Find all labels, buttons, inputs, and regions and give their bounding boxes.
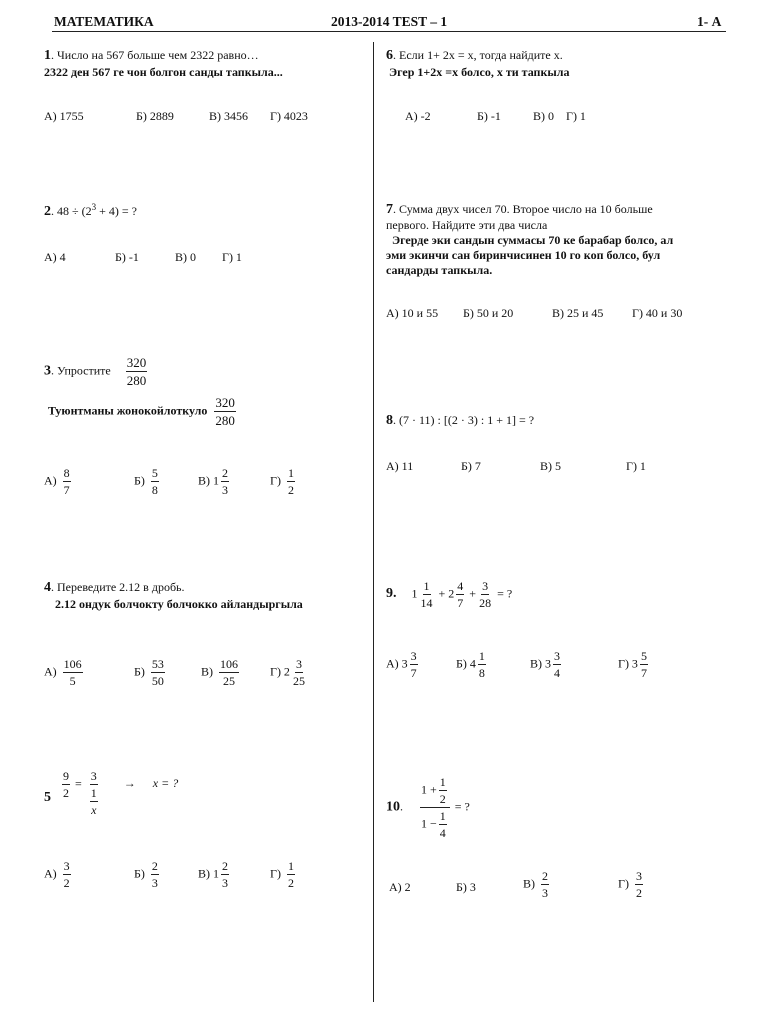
q5-a-label: А)	[44, 866, 57, 881]
q9-b-den: 8	[478, 666, 485, 680]
q1-text	[44, 48, 259, 64]
q3-a-num: 8	[63, 466, 70, 480]
q5-option-b[interactable]	[134, 860, 161, 889]
subject-title: МАТЕМАТИКА	[54, 14, 154, 29]
q4-c-den: 25	[223, 674, 235, 688]
q10-bot-num: 1	[439, 809, 446, 823]
q5-a-fraction	[63, 860, 71, 889]
variant-label: 1- А	[697, 14, 722, 29]
q10-tail: = ?	[454, 799, 470, 814]
q9-b-fraction	[478, 650, 486, 679]
q7-ky3: сандарды тапкыла.	[386, 263, 493, 277]
q9-f2-den: 7	[457, 596, 464, 610]
q10-c-fraction	[541, 870, 549, 899]
q4-option-d[interactable]	[270, 658, 308, 687]
q9-a-num: 3	[410, 649, 417, 663]
q2-text	[44, 202, 137, 220]
q9-number: 9.	[386, 586, 397, 602]
q5-c-den: 3	[222, 876, 228, 890]
q3-a-fraction	[63, 467, 71, 496]
q10-top-whole: 1 +	[421, 782, 437, 797]
q9-plus-2: +	[469, 586, 477, 601]
q10-c-num: 2	[542, 869, 548, 883]
q4-ru: . Переведите 2.12 в дробь.	[51, 580, 185, 594]
q10-d-num: 3	[635, 869, 642, 883]
q5-equals: =	[75, 776, 82, 791]
q1-option-b[interactable]: Б) 2889	[136, 109, 174, 123]
q3-b-num: 5	[151, 466, 158, 480]
q9-a-den: 7	[410, 666, 417, 680]
q9-f3-den: 28	[479, 596, 492, 610]
q5-inner-fraction	[90, 787, 98, 816]
q10-top-fraction	[439, 776, 447, 805]
q2-option-b[interactable]: Б) -1	[115, 250, 139, 264]
q6-option-d[interactable]: Г) 1	[566, 109, 586, 123]
q8-option-b[interactable]: Б) 7	[461, 459, 481, 473]
q7-option-b[interactable]: Б) 50 и 20	[463, 306, 514, 320]
q10-d-label: Г)	[618, 876, 629, 891]
q5-ask: x = ?	[152, 776, 179, 791]
q1-ky: 2322 ден 567 ге чон болгон санды тапкыла...	[44, 65, 283, 79]
q8-text	[386, 413, 534, 429]
q3-d-num: 1	[287, 466, 294, 480]
q3-fraction-num: 320	[126, 355, 147, 370]
q4-text	[44, 580, 185, 596]
q5-option-d[interactable]	[270, 860, 297, 889]
q10-c-den: 3	[542, 886, 548, 900]
q9-c-num: 3	[554, 649, 560, 663]
q9-c-fraction	[553, 650, 561, 679]
q1-option-c[interactable]: В) 3456	[209, 109, 248, 123]
q7-text-line1	[386, 202, 653, 218]
q9-c-den: 4	[554, 666, 560, 680]
q5-option-a[interactable]	[44, 860, 73, 889]
q10-d-den: 2	[635, 886, 642, 900]
q3-option-d[interactable]	[270, 467, 297, 496]
q4-b-label: Б)	[134, 664, 145, 679]
q3-fraction-2	[214, 396, 236, 427]
q2-number: 2	[44, 204, 51, 219]
q1-ru: . Число на 567 больше чем 2322 равно…	[51, 48, 259, 62]
q3-fraction	[126, 356, 148, 387]
q3-b-den: 8	[151, 483, 158, 497]
q10-dot: .	[400, 799, 403, 814]
q7-ru2: первого. Найдите эти два числа	[386, 218, 548, 232]
q10-option-a[interactable]: А) 2	[389, 880, 411, 894]
q9-option-b[interactable]	[456, 650, 488, 679]
q10-option-d[interactable]	[618, 870, 645, 899]
q4-d-label: Г) 2	[270, 664, 290, 679]
q4-option-a[interactable]	[44, 658, 85, 687]
q7-ky2: эми экинчи сан биринчисинен 10 го коп болсо, бул	[386, 248, 661, 262]
q1-number: 1	[44, 48, 51, 63]
q7-option-c[interactable]: В) 25 и 45	[552, 306, 604, 320]
q1-option-a[interactable]: А) 1755	[44, 109, 84, 123]
q5-c-num: 2	[222, 859, 228, 873]
q5-c-fraction	[221, 860, 229, 889]
header-rule	[52, 31, 726, 32]
q9-frac-2	[456, 580, 464, 609]
q10-bot-fraction	[439, 810, 447, 839]
q3-d-den: 2	[287, 483, 294, 497]
q5-d-num: 1	[287, 859, 294, 873]
q5-number: 5	[44, 790, 51, 805]
q4-a-num: 106	[63, 657, 82, 671]
q2-option-c[interactable]: В) 0	[175, 250, 196, 264]
q3-c-fraction	[221, 467, 229, 496]
q4-b-fraction	[151, 658, 165, 687]
q9-whole-1: 1	[411, 586, 418, 601]
column-divider	[373, 42, 374, 1002]
q9-tail: = ?	[497, 586, 513, 601]
q4-d-num: 3	[295, 657, 302, 671]
q4-option-b[interactable]	[134, 658, 167, 687]
arrow-icon: →	[123, 776, 136, 791]
q4-option-c[interactable]	[201, 658, 241, 687]
q5-d-den: 2	[287, 876, 294, 890]
q2-option-d[interactable]: Г) 1	[222, 250, 242, 264]
q5-option-c[interactable]	[198, 860, 231, 889]
q6-option-a[interactable]: А) -2	[405, 109, 431, 123]
q5-left-den: 2	[63, 786, 69, 800]
q3-option-b[interactable]	[134, 467, 161, 496]
q3-d-fraction	[287, 467, 295, 496]
q1-option-d[interactable]: Г) 4023	[270, 109, 308, 123]
q3-c-label: В) 1	[198, 473, 219, 488]
q3-c-den: 3	[222, 483, 228, 497]
q5-b-den: 3	[151, 876, 158, 890]
q9-b-num: 1	[478, 649, 485, 663]
q10-bot-whole: 1 −	[421, 816, 437, 831]
q5-d-label: Г)	[270, 866, 281, 881]
q4-number: 4	[44, 580, 51, 595]
q9-equation	[386, 580, 512, 609]
q5-d-fraction	[287, 860, 295, 889]
q4-a-den: 5	[69, 674, 76, 688]
q8-number: 8	[386, 413, 393, 428]
q7-ru1: . Сумма двух чисел 70. Второе число на 10 больше	[393, 202, 653, 216]
q6-option-b[interactable]: Б) -1	[477, 109, 501, 123]
q5-a-num: 3	[63, 859, 70, 873]
test-title: 2013-2014 TEST – 1	[331, 14, 448, 29]
q9-frac-1	[420, 580, 434, 609]
q7-number: 7	[386, 202, 393, 217]
q3-ky: Туюнтманы жонокойлоткуло	[48, 403, 208, 418]
q3-fraction-den: 280	[126, 373, 147, 388]
q3-b-fraction	[151, 467, 159, 496]
q5-a-den: 2	[63, 876, 70, 890]
q8-expr: . (7 · 11) : [(2 · 3) : 1 + 1] = ?	[393, 413, 535, 427]
q4-b-num: 53	[151, 657, 164, 671]
q9-f1-den: 14	[420, 596, 433, 610]
q3-ru: . Упростите	[51, 363, 111, 378]
q6-number: 6	[386, 48, 393, 63]
q6-option-c[interactable]: В) 0	[533, 109, 554, 123]
q10-option-b[interactable]: Б) 3	[456, 880, 476, 894]
q9-frac-3	[478, 580, 492, 609]
q2-expr-part1: . 48 ÷ (2	[51, 204, 92, 218]
q10-top-den: 2	[439, 792, 446, 806]
q3-d-label: Г)	[270, 473, 281, 488]
q10-option-c[interactable]	[523, 870, 551, 899]
q4-ky: 2.12 ондук болчокту болчокко айландыргыла	[55, 597, 303, 611]
q9-plus-1: + 2	[438, 586, 455, 601]
q3-b-label: Б)	[134, 473, 145, 488]
q5-left-fraction	[62, 770, 70, 799]
q3-option-a[interactable]	[44, 467, 73, 496]
q5-inner-num: 1	[90, 786, 97, 800]
q3-a-den: 7	[63, 483, 70, 497]
q9-c-label: В) 3	[530, 656, 551, 671]
q4-a-label: А)	[44, 664, 57, 679]
q8-option-c[interactable]: В) 5	[540, 459, 561, 473]
q2-expr-part2: + 4) = ?	[96, 204, 137, 218]
q5-equation	[60, 770, 178, 816]
q9-d-fraction	[640, 650, 648, 679]
q9-option-a[interactable]	[386, 650, 420, 679]
q10-equation	[386, 776, 470, 839]
q3-text	[44, 356, 149, 387]
q9-option-c[interactable]	[530, 650, 563, 679]
q5-right-den	[87, 785, 101, 816]
q6-ky: Эгер 1+2x =x болсо, x ти тапкыла	[389, 65, 570, 79]
q9-f2-num: 4	[457, 579, 464, 593]
q3-option-c[interactable]	[198, 467, 231, 496]
q4-b-den: 50	[151, 674, 164, 688]
q10-c-label: В)	[523, 876, 535, 891]
q3-ky-row	[48, 396, 238, 427]
q9-option-d[interactable]	[618, 650, 650, 679]
q5-inner-den: x	[91, 803, 97, 817]
q9-d-den: 7	[640, 666, 647, 680]
q7-option-a[interactable]: А) 10 и 55	[386, 306, 439, 320]
q5-right-fraction	[87, 770, 101, 816]
q3-number: 3	[44, 363, 51, 379]
q4-c-label: В)	[201, 664, 213, 679]
q9-f1-num: 1	[423, 579, 430, 593]
q2-exponent: 3	[91, 202, 97, 212]
q10-top-num: 1	[439, 775, 446, 789]
q9-a-fraction	[410, 650, 418, 679]
q5-b-num: 2	[151, 859, 158, 873]
q5-c-label: В) 1	[198, 866, 219, 881]
q10-complex-num	[420, 776, 450, 808]
q5-b-fraction	[151, 860, 159, 889]
q4-c-fraction	[219, 658, 239, 687]
q9-f3-num: 3	[482, 579, 489, 593]
q8-option-d[interactable]: Г) 1	[626, 459, 646, 473]
q6-text	[386, 48, 563, 64]
q9-d-num: 5	[640, 649, 647, 663]
q3-a-label: А)	[44, 473, 57, 488]
q7-option-d[interactable]: Г) 40 и 30	[632, 306, 683, 320]
q8-option-a[interactable]: А) 11	[386, 459, 414, 473]
q7-ky1: Эгерде эки сандын суммасы 70 ке барабар болсо, ал	[392, 233, 674, 247]
q9-d-label: Г) 3	[618, 656, 638, 671]
q10-number: 10	[386, 799, 400, 815]
q10-d-fraction	[635, 870, 643, 899]
q10-bot-den: 4	[439, 826, 446, 840]
q6-ru: . Если 1+ 2x = x, тогда найдите x.	[393, 48, 563, 62]
q4-d-fraction	[292, 658, 306, 687]
q9-a-label: А) 3	[386, 656, 408, 671]
q10-complex-fraction	[420, 776, 450, 839]
q3-fraction2-num: 320	[215, 395, 235, 410]
q4-d-den: 25	[292, 674, 305, 688]
q2-option-a[interactable]: А) 4	[44, 250, 66, 264]
q10-complex-den	[420, 808, 450, 839]
q5-right-num: 3	[90, 769, 97, 783]
q5-b-label: Б)	[134, 866, 145, 881]
q4-a-fraction	[63, 658, 83, 687]
q4-c-num: 106	[220, 657, 238, 671]
q3-fraction2-den: 280	[215, 413, 235, 428]
q5-left-num: 9	[63, 769, 69, 783]
q3-c-num: 2	[222, 466, 228, 480]
q9-b-label: Б) 4	[456, 656, 476, 671]
